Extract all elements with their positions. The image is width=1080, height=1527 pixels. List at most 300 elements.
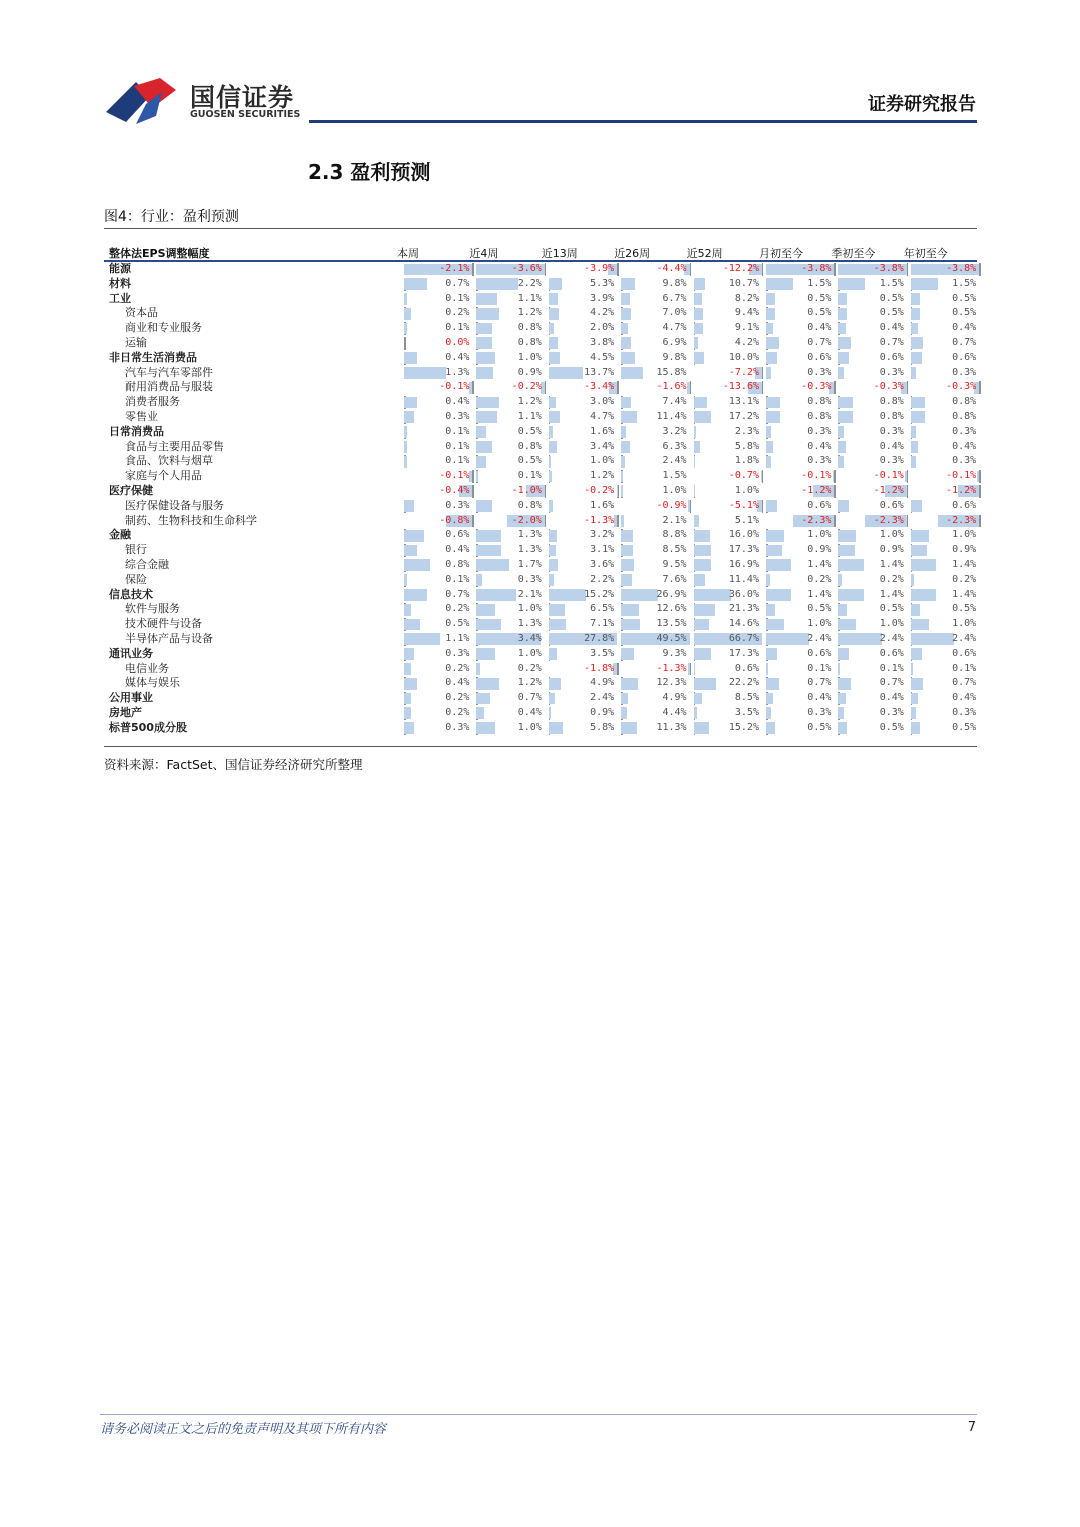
cell-value: 11.4% bbox=[656, 410, 687, 422]
data-cell bbox=[402, 676, 474, 691]
data-cell bbox=[474, 469, 546, 484]
column-header: 近4周 bbox=[469, 247, 499, 260]
value-bar bbox=[838, 663, 840, 675]
data-cell bbox=[909, 662, 981, 677]
value-bar bbox=[838, 530, 856, 542]
value-bar bbox=[694, 323, 703, 335]
cell-value: 6.3% bbox=[662, 440, 687, 452]
data-cell bbox=[692, 484, 764, 499]
row-label: 媒体与娱乐 bbox=[125, 676, 180, 690]
value-bar bbox=[621, 471, 623, 483]
value-bar bbox=[404, 367, 446, 379]
cell-value: 8.2% bbox=[734, 292, 759, 304]
value-bar bbox=[694, 352, 704, 364]
data-cell bbox=[547, 440, 619, 455]
value-bar bbox=[911, 604, 920, 616]
cell-value: 0.9% bbox=[517, 366, 542, 378]
value-bar bbox=[911, 693, 918, 705]
value-bar bbox=[549, 456, 551, 468]
data-cell bbox=[547, 632, 619, 647]
data-cell bbox=[402, 366, 474, 381]
value-bar bbox=[766, 308, 775, 320]
data-cell bbox=[402, 351, 474, 366]
cell-value: 1.4% bbox=[807, 588, 832, 600]
value-bar bbox=[476, 352, 495, 364]
data-cell bbox=[547, 262, 619, 277]
column-header: 近52周 bbox=[686, 247, 723, 260]
cell-value: 22.2% bbox=[728, 677, 759, 689]
column-header: 年初至今 bbox=[903, 247, 948, 260]
table-row bbox=[104, 617, 977, 632]
data-cell bbox=[909, 306, 981, 321]
value-bar bbox=[549, 707, 551, 719]
data-cell bbox=[402, 395, 474, 410]
value-bar bbox=[404, 559, 430, 571]
table-row bbox=[104, 543, 977, 558]
data-cell bbox=[547, 647, 619, 662]
cell-value: 0.3% bbox=[445, 647, 470, 659]
cell-value: -0.1% bbox=[439, 381, 470, 393]
cell-value: 0.4% bbox=[445, 544, 470, 556]
data-cell bbox=[836, 321, 908, 336]
value-bar bbox=[476, 426, 486, 438]
data-cell bbox=[474, 691, 546, 706]
data-cell bbox=[619, 292, 691, 307]
cell-value: 0.7% bbox=[517, 692, 542, 704]
cell-value: 0.1% bbox=[952, 662, 977, 674]
row-label: 资本品 bbox=[125, 306, 158, 320]
value-bar bbox=[621, 411, 637, 423]
cell-value: -0.8% bbox=[439, 514, 470, 526]
data-cell bbox=[764, 262, 836, 277]
data-cell bbox=[909, 454, 981, 469]
cell-value: 0.5% bbox=[879, 307, 904, 319]
data-cell bbox=[402, 528, 474, 543]
value-bar bbox=[766, 441, 773, 453]
data-cell bbox=[764, 469, 836, 484]
cell-value: -0.7% bbox=[728, 470, 759, 482]
value-bar bbox=[766, 456, 771, 468]
value-bar bbox=[838, 397, 852, 409]
cell-value: 0.1% bbox=[807, 662, 832, 674]
data-cell bbox=[547, 336, 619, 351]
value-bar bbox=[621, 323, 627, 335]
data-cell bbox=[692, 588, 764, 603]
data-cell bbox=[836, 440, 908, 455]
value-bar bbox=[621, 678, 638, 690]
data-cell bbox=[474, 558, 546, 573]
value-bar bbox=[911, 308, 920, 320]
cell-value: 0.1% bbox=[445, 292, 470, 304]
cell-value: 1.0% bbox=[879, 529, 904, 541]
data-cell bbox=[692, 602, 764, 617]
value-bar bbox=[694, 648, 712, 660]
table-row bbox=[104, 321, 977, 336]
cell-value: 13.1% bbox=[728, 396, 759, 408]
cell-value: 0.5% bbox=[952, 603, 977, 615]
value-bar bbox=[476, 589, 516, 601]
cell-value: 7.6% bbox=[662, 573, 687, 585]
data-cell bbox=[836, 528, 908, 543]
cell-value: 0.3% bbox=[445, 499, 470, 511]
column-header: 近13周 bbox=[541, 247, 578, 260]
cell-value: 1.0% bbox=[517, 721, 542, 733]
table-row bbox=[104, 676, 977, 691]
cell-value: 0.8% bbox=[952, 396, 977, 408]
data-cell bbox=[402, 632, 474, 647]
value-bar bbox=[549, 500, 553, 512]
cell-value: 66.7% bbox=[728, 632, 759, 644]
value-bar bbox=[476, 663, 480, 675]
data-cell bbox=[692, 262, 764, 277]
value-bar bbox=[621, 293, 630, 305]
data-cell bbox=[547, 469, 619, 484]
value-bar bbox=[911, 678, 924, 690]
data-cell bbox=[402, 721, 474, 736]
value-bar bbox=[694, 337, 698, 349]
cell-value: 0.7% bbox=[807, 677, 832, 689]
data-cell bbox=[474, 676, 546, 691]
data-cell bbox=[619, 262, 691, 277]
data-cell bbox=[547, 425, 619, 440]
data-cell bbox=[836, 721, 908, 736]
cell-value: 1.2% bbox=[590, 470, 615, 482]
value-bar bbox=[549, 559, 558, 571]
cell-value: 0.8% bbox=[879, 396, 904, 408]
value-bar bbox=[694, 308, 704, 320]
cell-value: 0.3% bbox=[879, 455, 904, 467]
cell-value: 2.2% bbox=[517, 277, 542, 289]
data-cell bbox=[764, 425, 836, 440]
value-bar bbox=[838, 308, 847, 320]
data-cell bbox=[402, 706, 474, 721]
data-cell bbox=[474, 721, 546, 736]
data-cell bbox=[547, 380, 619, 395]
cell-value: 2.4% bbox=[807, 632, 832, 644]
value-bar bbox=[766, 426, 771, 438]
cell-value: -0.3% bbox=[873, 381, 904, 393]
data-cell bbox=[692, 425, 764, 440]
data-cell bbox=[764, 440, 836, 455]
value-bar bbox=[911, 337, 924, 349]
cell-value: 0.2% bbox=[445, 692, 470, 704]
value-bar bbox=[766, 293, 775, 305]
value-bar bbox=[911, 545, 927, 557]
value-bar bbox=[476, 456, 486, 468]
data-cell bbox=[402, 543, 474, 558]
cell-value: 2.4% bbox=[879, 632, 904, 644]
data-cell bbox=[692, 366, 764, 381]
cell-value: 1.1% bbox=[445, 632, 470, 644]
data-cell bbox=[619, 380, 691, 395]
data-cell bbox=[547, 662, 619, 677]
cell-value: 7.0% bbox=[662, 307, 687, 319]
cell-value: -0.2% bbox=[511, 381, 542, 393]
cell-value: 0.5% bbox=[807, 292, 832, 304]
cell-value: -2.1% bbox=[439, 263, 470, 274]
data-cell bbox=[547, 721, 619, 736]
cell-value: 1.4% bbox=[807, 558, 832, 570]
cell-value: 2.2% bbox=[590, 573, 615, 585]
cell-value: -1.6% bbox=[656, 381, 687, 393]
cell-value: 3.6% bbox=[590, 558, 615, 570]
value-bar bbox=[404, 574, 407, 586]
cell-value: 14.6% bbox=[728, 618, 759, 630]
value-bar bbox=[549, 397, 556, 409]
row-label: 综合金融 bbox=[125, 557, 169, 571]
row-label: 消费者服务 bbox=[125, 395, 180, 409]
data-cell bbox=[619, 514, 691, 529]
cell-value: 4.5% bbox=[590, 351, 615, 363]
value-bar bbox=[911, 411, 925, 423]
cell-value: 0.9% bbox=[952, 544, 977, 556]
data-cell bbox=[836, 336, 908, 351]
data-cell bbox=[836, 425, 908, 440]
value-bar bbox=[766, 397, 780, 409]
value-bar bbox=[694, 722, 710, 734]
data-cell bbox=[474, 380, 546, 395]
cell-value: 17.3% bbox=[728, 647, 759, 659]
section-title: 2.3 盈利预测 bbox=[308, 160, 431, 184]
value-bar bbox=[404, 633, 440, 645]
value-bar bbox=[549, 337, 558, 349]
cell-value: 1.0% bbox=[662, 484, 687, 496]
value-bar bbox=[905, 471, 907, 483]
data-cell bbox=[402, 425, 474, 440]
cell-value: 8.8% bbox=[662, 529, 687, 541]
cell-value: -0.1% bbox=[439, 470, 470, 482]
cell-value: -1.0% bbox=[511, 484, 542, 496]
data-cell bbox=[836, 410, 908, 425]
cell-value: 0.2% bbox=[445, 662, 470, 674]
cell-value: 0.2% bbox=[445, 307, 470, 319]
cell-value: 0.4% bbox=[952, 322, 977, 334]
value-bar bbox=[911, 441, 918, 453]
data-cell bbox=[764, 306, 836, 321]
data-cell bbox=[764, 351, 836, 366]
cell-value: 17.2% bbox=[728, 410, 759, 422]
guosen-logo bbox=[106, 76, 301, 126]
value-bar bbox=[694, 604, 716, 616]
row-label: 非日常生活消费品 bbox=[109, 350, 197, 364]
value-bar bbox=[621, 308, 631, 320]
data-cell bbox=[836, 662, 908, 677]
value-bar bbox=[476, 411, 497, 423]
cell-value: 0.6% bbox=[807, 647, 832, 659]
data-cell bbox=[692, 454, 764, 469]
cell-value: -5.1% bbox=[728, 499, 759, 511]
cell-value: 1.5% bbox=[807, 277, 832, 289]
data-cell bbox=[619, 336, 691, 351]
value-bar bbox=[404, 678, 417, 690]
logo-english-name: GUOSEN SECURITIES bbox=[190, 109, 301, 120]
value-bar bbox=[766, 278, 793, 290]
cell-value: 1.4% bbox=[952, 558, 977, 570]
value-bar bbox=[911, 397, 925, 409]
data-cell bbox=[764, 706, 836, 721]
data-cell bbox=[836, 499, 908, 514]
data-cell bbox=[692, 632, 764, 647]
cell-value: 0.5% bbox=[952, 292, 977, 304]
value-bar bbox=[476, 707, 484, 719]
data-cell bbox=[764, 558, 836, 573]
row-label: 标普500成分股 bbox=[109, 720, 187, 734]
column-header: 本周 bbox=[397, 247, 419, 260]
cell-value: 0.6% bbox=[952, 351, 977, 363]
data-cell bbox=[692, 558, 764, 573]
value-bar bbox=[838, 500, 849, 512]
value-bar bbox=[476, 693, 489, 705]
data-cell bbox=[836, 543, 908, 558]
value-bar bbox=[404, 589, 427, 601]
data-cell bbox=[836, 292, 908, 307]
table-row bbox=[104, 514, 977, 529]
data-cell bbox=[836, 351, 908, 366]
cell-value: 1.4% bbox=[952, 588, 977, 600]
data-cell bbox=[909, 632, 981, 647]
table-row bbox=[104, 573, 977, 588]
value-bar bbox=[404, 397, 417, 409]
value-bar bbox=[404, 648, 414, 660]
data-cell bbox=[764, 454, 836, 469]
value-bar bbox=[911, 707, 916, 719]
data-cell bbox=[764, 573, 836, 588]
value-bar bbox=[549, 619, 566, 631]
cell-value: 8.5% bbox=[662, 544, 687, 556]
value-bar bbox=[838, 323, 845, 335]
data-cell bbox=[692, 573, 764, 588]
row-label: 汽车与汽车零部件 bbox=[125, 365, 213, 379]
bar-axis bbox=[979, 515, 981, 528]
data-cell bbox=[474, 647, 546, 662]
cell-value: 0.1% bbox=[879, 662, 904, 674]
data-cell bbox=[692, 543, 764, 558]
data-cell bbox=[909, 484, 981, 499]
data-cell bbox=[836, 469, 908, 484]
data-cell bbox=[474, 588, 546, 603]
value-bar bbox=[404, 426, 407, 438]
data-cell bbox=[402, 277, 474, 292]
data-cell bbox=[619, 410, 691, 425]
value-bar bbox=[404, 619, 420, 631]
cell-value: 0.5% bbox=[952, 721, 977, 733]
data-cell bbox=[402, 647, 474, 662]
table-row bbox=[104, 691, 977, 706]
value-bar bbox=[694, 693, 703, 705]
value-bar bbox=[766, 337, 779, 349]
data-cell bbox=[474, 514, 546, 529]
data-cell bbox=[764, 380, 836, 395]
value-bar bbox=[911, 589, 936, 601]
cell-value: 16.9% bbox=[728, 558, 759, 570]
value-bar bbox=[614, 515, 617, 527]
value-bar bbox=[549, 545, 557, 557]
value-bar bbox=[911, 456, 916, 468]
value-bar bbox=[766, 619, 784, 631]
data-cell bbox=[547, 691, 619, 706]
cell-value: 2.1% bbox=[662, 514, 687, 526]
cell-value: 0.3% bbox=[879, 706, 904, 718]
value-bar bbox=[404, 604, 411, 616]
table-row bbox=[104, 499, 977, 514]
bar-axis bbox=[979, 381, 981, 394]
cell-value: 1.1% bbox=[517, 292, 542, 304]
data-cell bbox=[764, 543, 836, 558]
data-cell bbox=[474, 321, 546, 336]
value-bar bbox=[694, 397, 707, 409]
cell-value: 0.4% bbox=[807, 322, 832, 334]
cell-value: 4.7% bbox=[590, 410, 615, 422]
data-cell bbox=[402, 262, 474, 277]
value-bar bbox=[833, 471, 835, 483]
data-cell bbox=[692, 528, 764, 543]
cell-value: -0.1% bbox=[946, 470, 977, 482]
data-cell bbox=[402, 440, 474, 455]
value-bar bbox=[621, 515, 624, 527]
data-cell bbox=[909, 277, 981, 292]
data-cell bbox=[692, 351, 764, 366]
value-bar bbox=[549, 323, 554, 335]
footer-disclaimer: 请务必阅读正文之后的免责声明及其项下所有内容 bbox=[100, 1422, 387, 1437]
value-bar bbox=[761, 471, 762, 483]
data-cell bbox=[764, 484, 836, 499]
cell-value: 1.2% bbox=[517, 396, 542, 408]
data-cell bbox=[402, 573, 474, 588]
data-cell bbox=[402, 321, 474, 336]
cell-value: -0.2% bbox=[584, 484, 615, 496]
cell-value: 0.4% bbox=[879, 322, 904, 334]
cell-value: 1.2% bbox=[517, 677, 542, 689]
value-bar bbox=[476, 471, 478, 483]
cell-value: 0.2% bbox=[879, 573, 904, 585]
cell-value: 0.5% bbox=[879, 292, 904, 304]
data-cell bbox=[547, 321, 619, 336]
value-bar bbox=[838, 337, 851, 349]
data-cell bbox=[547, 499, 619, 514]
table-row bbox=[104, 425, 977, 440]
cell-value: 21.3% bbox=[728, 603, 759, 615]
cell-value: 0.4% bbox=[807, 440, 832, 452]
cell-value: 9.3% bbox=[662, 647, 687, 659]
data-cell bbox=[474, 336, 546, 351]
cell-value: 0.3% bbox=[952, 366, 977, 378]
cell-value: 1.3% bbox=[517, 544, 542, 556]
cell-value: 10.0% bbox=[728, 351, 759, 363]
figure-top-rule bbox=[104, 228, 977, 229]
data-cell bbox=[909, 706, 981, 721]
data-cell bbox=[692, 336, 764, 351]
data-cell bbox=[909, 366, 981, 381]
value-bar bbox=[766, 411, 780, 423]
data-cell bbox=[547, 588, 619, 603]
cell-value: 0.8% bbox=[879, 410, 904, 422]
value-bar bbox=[838, 559, 863, 571]
value-bar bbox=[766, 559, 791, 571]
data-cell bbox=[547, 410, 619, 425]
value-bar bbox=[549, 411, 561, 423]
cell-value: -1.2% bbox=[873, 484, 904, 496]
data-cell bbox=[836, 262, 908, 277]
value-bar bbox=[404, 323, 407, 335]
cell-value: -3.8% bbox=[946, 263, 977, 274]
data-cell bbox=[836, 395, 908, 410]
value-bar bbox=[694, 530, 710, 542]
value-bar bbox=[838, 574, 842, 586]
value-bar bbox=[476, 323, 491, 335]
value-bar bbox=[766, 574, 770, 586]
value-bar bbox=[694, 545, 712, 557]
cell-value: 0.4% bbox=[952, 440, 977, 452]
